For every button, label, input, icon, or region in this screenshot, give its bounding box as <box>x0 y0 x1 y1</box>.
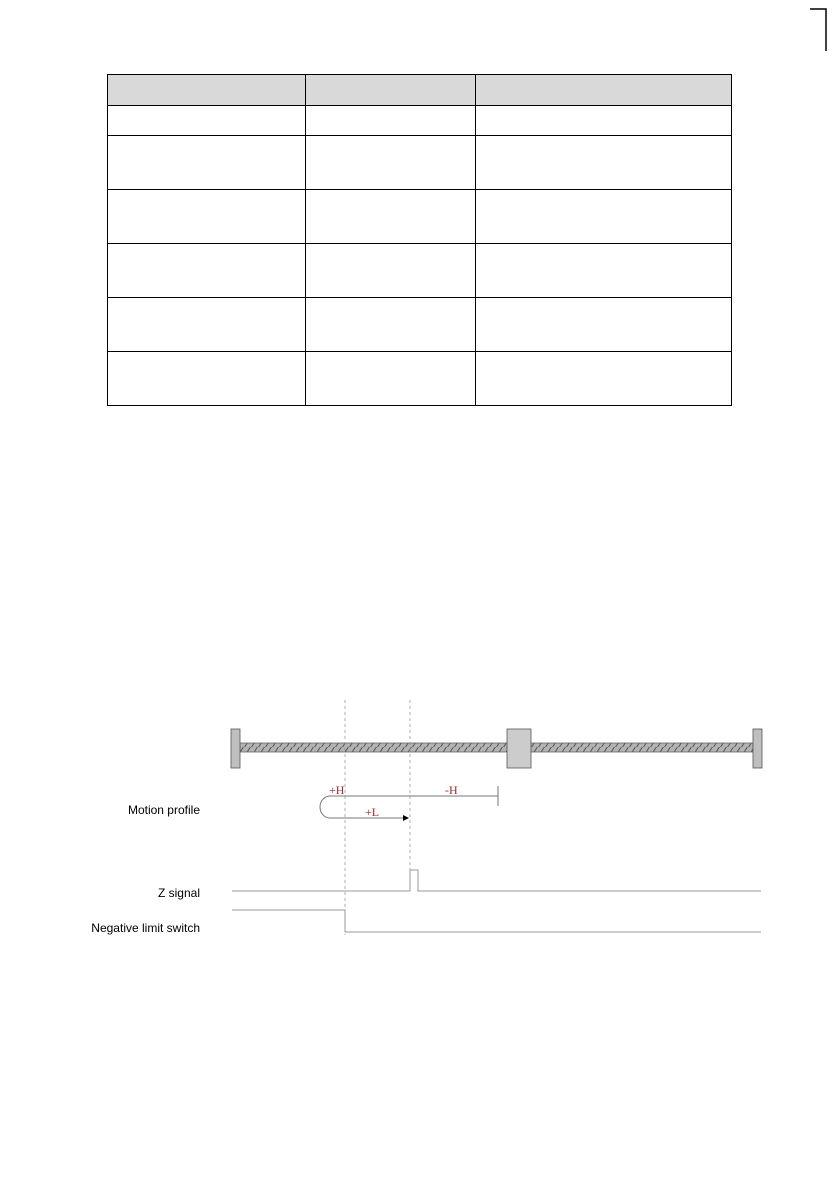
table-cell <box>476 298 732 352</box>
table-row <box>108 136 732 190</box>
left-end-stop <box>231 729 240 768</box>
table-row <box>108 244 732 298</box>
motion-profile-label: Motion profile <box>127 803 200 817</box>
table-cell <box>108 136 306 190</box>
minus-h-label: -H <box>445 783 458 797</box>
ball-screw <box>240 743 753 752</box>
table-cell <box>306 136 476 190</box>
plus-h-label: +H <box>329 783 345 797</box>
table-header-cell <box>476 75 732 106</box>
table-row <box>108 190 732 244</box>
z-signal-waveform <box>232 870 761 891</box>
table-cell <box>108 106 306 136</box>
table-cell <box>108 298 306 352</box>
negative-limit-waveform <box>232 910 761 932</box>
table-cell <box>108 190 306 244</box>
table-row <box>108 298 732 352</box>
table-row <box>108 106 732 136</box>
table-header-cell <box>306 75 476 106</box>
table-cell <box>476 244 732 298</box>
table-cell <box>476 106 732 136</box>
negative-limit-switch-label: Negative limit switch <box>91 921 200 935</box>
table-cell <box>306 352 476 406</box>
table-cell <box>108 244 306 298</box>
right-end-stop <box>753 729 762 768</box>
table-cell <box>108 352 306 406</box>
table-cell <box>306 190 476 244</box>
table-cell <box>476 136 732 190</box>
table-header-cell <box>108 75 306 106</box>
table-cell <box>306 244 476 298</box>
table-cell <box>306 298 476 352</box>
homing-diagram <box>0 690 839 970</box>
plus-l-label: +L <box>365 805 380 819</box>
table-header-row <box>108 75 732 106</box>
table-row <box>108 352 732 406</box>
page-corner-mark <box>807 6 829 54</box>
table-cell <box>476 352 732 406</box>
table-cell <box>306 106 476 136</box>
parameter-table <box>107 74 732 406</box>
carriage-block <box>507 729 531 768</box>
z-signal-label: Z signal <box>157 886 200 900</box>
table-cell <box>476 190 732 244</box>
reversal-path <box>320 796 330 818</box>
